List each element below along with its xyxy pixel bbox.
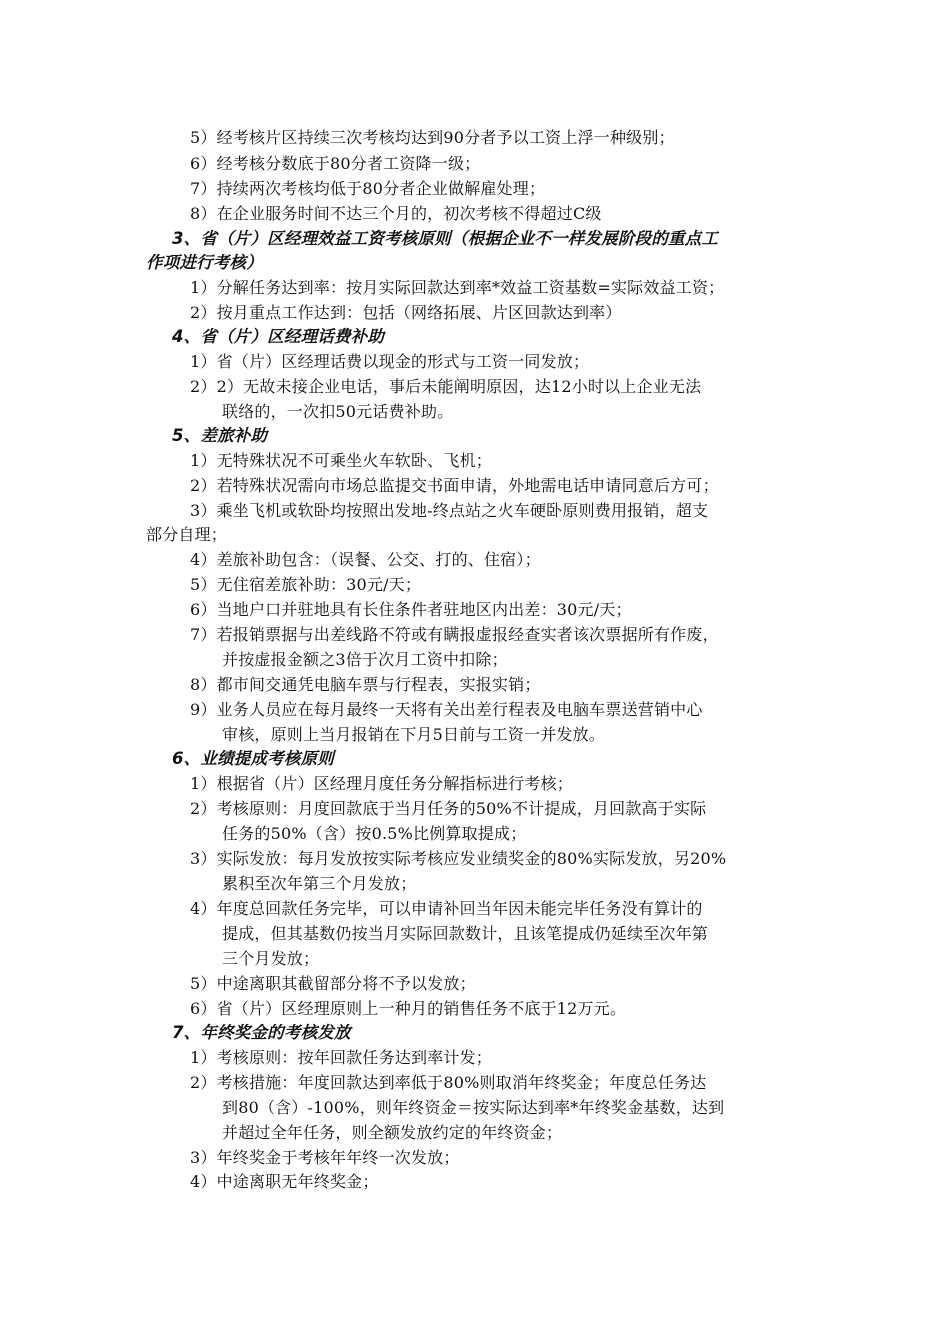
- section-heading: 4、省（片）区经理话费补助: [172, 327, 385, 346]
- section-heading: 6、业绩提成考核原则: [172, 749, 334, 768]
- list-item-wrapped: 部分自理；: [146, 525, 228, 544]
- list-item-continued: 到80（含）-100%，则年终资金＝按实际达到率*年终奖金基数，达到: [222, 1098, 725, 1117]
- section-heading: 7、年终奖金的考核发放: [172, 1023, 351, 1042]
- list-item: 1）根据省（片）区经理月度任务分解指标进行考核；: [190, 774, 573, 793]
- list-item: 7）持续两次考核均低于80分者企业做解雇处理；: [190, 179, 546, 198]
- list-item-continued: 并按虚报金额之3倍于次月工资中扣除；: [222, 650, 508, 669]
- list-item: 3）实际发放：每月发放按实际考核应发业绩奖金的80%实际发放，另20%: [190, 849, 727, 868]
- list-item: 2）考核措施：年度回款达到率低于80%则取消年终奖金；年度总任务达: [190, 1073, 707, 1092]
- section-heading: 3、省（片）区经理效益工资考核原则（根据企业不一样发展阶段的重点工: [172, 229, 719, 248]
- list-item: 1）无特殊状况不可乘坐火车软卧、飞机；: [190, 451, 492, 470]
- list-item: 6）经考核分数底于80分者工资降一级；: [190, 154, 481, 173]
- list-item: 9）业务人员应在每月最终一天将有关出差行程表及电脑车票送营销中心: [190, 700, 703, 719]
- list-item-continued: 提成，但其基数仍按当月实际回款数计，且该笔提成仍延续至次年第: [222, 924, 709, 943]
- list-item-continued: 三个月发放；: [222, 949, 320, 968]
- section-heading-continued: 作项进行考核）: [146, 253, 263, 272]
- list-item: 3）年终奖金于考核年年终一次发放；: [190, 1148, 460, 1167]
- list-item: 6）省（片）区经理原则上一种月的销售任务不底于12万元。: [190, 999, 627, 1018]
- list-item: 1）省（片）区经理话费以现金的形式与工资一同发放；: [190, 352, 590, 371]
- list-item: 8）在企业服务时间不达三个月的，初次考核不得超过C级: [190, 204, 602, 223]
- list-item: 1）分解任务达到率：按月实际回款达到率*效益工资基数=实际效益工资；: [190, 278, 725, 297]
- list-item: 2）若特殊状况需向市场总监提交书面申请，外地需电话申请同意后方可；: [190, 476, 719, 495]
- list-item: 1）考核原则：按年回款任务达到率计发；: [190, 1048, 492, 1067]
- list-item-continued: 审核，原则上当月报销在下月5日前与工资一并发放。: [222, 725, 605, 744]
- list-item-continued: 并超过全年任务，则全额发放约定的年终资金；: [222, 1123, 563, 1142]
- list-item: 3）乘坐飞机或软卧均按照出发地-终点站之火车硬卧原则费用报销，超支: [190, 501, 709, 520]
- list-item: 2）2）无故未接企业电话，事后未能阐明原因，达12小时以上企业无法: [190, 377, 702, 396]
- list-item: 7）若报销票据与出差线路不符或有瞒报虚报经查实者该次票据所有作废，: [190, 625, 719, 644]
- list-item: 8）都市间交通凭电脑车票与行程表，实报实销；: [190, 675, 541, 694]
- list-item: 4）中途离职无年终奖金；: [190, 1172, 379, 1191]
- list-item: 4）年度总回款任务完毕，可以申请补回当年因未能完毕任务没有算计的: [190, 899, 703, 918]
- list-item-continued: 任务的50%（含）按0.5%比例算取提成；: [222, 824, 527, 843]
- list-item: 5）中途离职其截留部分将不予以发放；: [190, 974, 476, 993]
- section-heading: 5、差旅补助: [172, 426, 268, 445]
- list-item: 6）当地户口并驻地具有长住条件者驻地区内出差：30元/天；: [190, 600, 632, 619]
- list-item: 2）按月重点工作达到：包括（网络拓展、片区回款达到率）: [190, 303, 622, 322]
- list-item-continued: 累积至次年第三个月发放；: [222, 874, 417, 893]
- list-item-continued: 联络的，一次扣50元话费补助。: [222, 402, 454, 421]
- list-item: 4）差旅补助包含：（误餐、公交、打的、住宿）；: [190, 550, 541, 569]
- list-item: 2）考核原则：月度回款底于当月任务的50%不计提成，月回款高于实际: [190, 799, 707, 818]
- list-item: 5）无住宿差旅补助：30元/天；: [190, 575, 422, 594]
- list-item: 5）经考核片区持续三次考核均达到90分者予以工资上浮一种级别；: [190, 128, 675, 147]
